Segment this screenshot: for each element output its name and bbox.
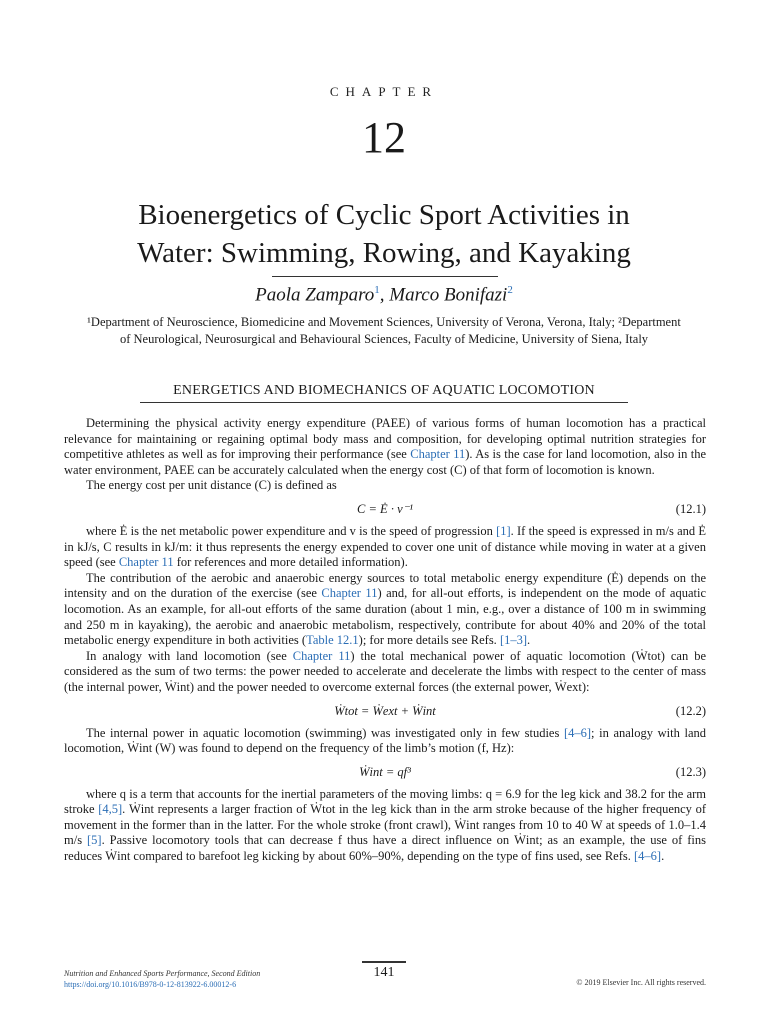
paragraph-3 (64, 524, 706, 571)
table-12-1-link[interactable]: Table 12.1 (306, 633, 359, 648)
section-heading: ENERGETICS AND BIOMECHANICS OF AQUATIC LOCOMOTION (173, 383, 595, 398)
paragraph-7 (64, 787, 706, 865)
equation-body: C = Ė · v⁻¹ (357, 501, 413, 516)
chapter-number: 12 (362, 113, 406, 162)
affiliation-line-1: ¹Department of Neuroscience, Biomedicine and Movement Sciences, University of Verona, Verona, Italy; ²Department (87, 315, 681, 329)
equation-12-2 (64, 699, 706, 723)
text-run: . Ẇint represents a larger fraction of Ẇtot in the leg kick than in the arm stroke because of the higher frequency of movement in the former than in the latter. For the whole stroke (front crawl), Ẇint ranges from 10 to 40 W at speeds of 1.0–1.4 m/s (64, 802, 706, 848)
chapter-11-link[interactable]: Chapter 11 (118, 555, 174, 570)
equation-number: (12.1) (675, 501, 706, 516)
text-run: where q is a term that accounts for the inertial parameters of the moving limbs: q = 6.9 for the leg kick and 38.2 for the arm stroke (64, 786, 706, 817)
text-run: . (661, 849, 665, 864)
ref-4-6-link[interactable]: [4–6] (633, 849, 662, 864)
chapter-label: CHAPTER (329, 84, 439, 99)
body-text (64, 416, 706, 865)
page-number: 141 (373, 965, 395, 980)
doi-link[interactable]: https://doi.org/10.1016/B978-0-12-813922-6.00012-6 (64, 980, 237, 989)
equation-body: Ẇtot = Ẇext + Ẇint (334, 703, 436, 718)
title-line-1: Bioenergetics of Cyclic Sport Activities in (138, 199, 630, 231)
title-rule (272, 276, 498, 277)
affiliation-line-2: of Neurological, Neurosurgical and Behavioural Sciences, Faculty of Medicine, University of Siena, Italy (119, 332, 649, 346)
paragraph-6 (64, 726, 706, 757)
text-run: . If the speed is expressed in m/s and Ė in kJ/s, C results in kJ/m: it thus represents the energy expended to cover one unit of distance while moving in water at a given speed (see (64, 523, 706, 570)
text-run: The contribution of the aerobic and anaerobic energy sources to total metabolic energy expenditure (Ė) depends on the intensity and on the duration of the exercise (see (64, 570, 706, 601)
equation-number: (12.2) (675, 703, 706, 718)
text-run: ; in analogy with land locomotion, Ẇint (W) was found to depend on the frequency of the limb’s motion (f, Hz): (64, 725, 706, 756)
text-run: ) and, for all-out efforts, is independent on the mode of aquatic locomotion. As an example, for all-out efforts of the same duration (about 1 min, e.g., over a distance of 100 m in swimming and 250 m in kayaking), the aerobic and anaerobic metabolism, respectively, contribute for about 40% and 20% of the total metabolic energy expenditure in both activities ( (64, 586, 706, 648)
text-run: . Passive locomotory tools that can decrease f thus have a direct influence on Ẇint; as an example, the use of fins reduces Ẇint compared to barefoot leg kicking by about 60%–90%, depending on the type of fins used, see Refs. (64, 833, 707, 864)
equation-12-1 (64, 497, 706, 521)
text-run: for references and more detailed information). (173, 555, 408, 570)
author-2-affiliation-link[interactable]: 2 (507, 284, 513, 296)
author-separator: , (379, 284, 390, 306)
text-run: ); for more details see Refs. (358, 633, 500, 648)
text-run: ) the total mechanical power of aquatic locomotion (Ẇtot) can be considered as the sum of two terms: the power needed to accelerate and decelerate the limbs with respect to the center of mass (the internal power, Ẇint) and the power needed to overcome external forces (the external power, Ẇext): (64, 648, 706, 694)
copyright: © 2019 Elsevier Inc. All rights reserved. (576, 978, 706, 987)
author-1-affiliation-link[interactable]: 1 (374, 284, 380, 296)
page-number-rule (362, 961, 406, 963)
text-run: The internal power in aquatic locomotion (swimming) was investigated only in few studies (86, 725, 564, 740)
text-run: Determining the physical activity energy expenditure (PAEE) of various forms of human locomotion has a practical relevance for maintaining or regaining optimal body mass and composition, for developing optimal nutrition strategies for competitive athletes as well as for improving their performance (see (64, 416, 706, 462)
equation-body: Ẇint = qf³ (359, 764, 411, 779)
chapter-11-link[interactable]: Chapter 11 (410, 447, 466, 462)
ref-5-link[interactable]: [5] (87, 833, 102, 848)
equation-number: (12.3) (675, 764, 706, 779)
paragraph-2: The energy cost per unit distance (C) is defined as (86, 478, 337, 493)
section-rule (140, 402, 628, 403)
ref-1-link[interactable]: [1] (496, 523, 511, 538)
ref-4-6-link[interactable]: [4–6] (563, 725, 592, 740)
chapter-11-link[interactable]: Chapter 11 (321, 586, 378, 601)
paragraph-4 (64, 571, 706, 649)
chapter-11-link[interactable]: Chapter 11 (292, 648, 351, 663)
equation-12-3 (64, 760, 706, 784)
paragraph-1 (64, 416, 706, 478)
text-run: where Ė is the net metabolic power expenditure and v is the speed of progression (86, 523, 497, 538)
affiliations (64, 314, 704, 348)
text-run: In analogy with land locomotion (see (86, 648, 293, 663)
author-1: Paola Zamparo (255, 284, 375, 306)
paragraph-5 (64, 649, 706, 696)
author-2: Marco Bonifazi (389, 284, 508, 306)
text-run: ). As is the case for land locomotion, also in the water environment, PAEE can be accurately calculated when the energy cost (C) of that form of locomotion is known. (64, 447, 706, 477)
book-title: Nutrition and Enhanced Sports Performance, Second Edition (64, 969, 261, 978)
title-line-2: Water: Swimming, Rowing, and Kayaking (137, 237, 631, 269)
ref-4-5-link[interactable]: [4,5] (98, 802, 123, 817)
text-run: . (527, 633, 531, 648)
chapter-title (60, 196, 708, 272)
ref-1-3-link[interactable]: [1–3] (499, 633, 528, 648)
author-list (0, 284, 768, 306)
